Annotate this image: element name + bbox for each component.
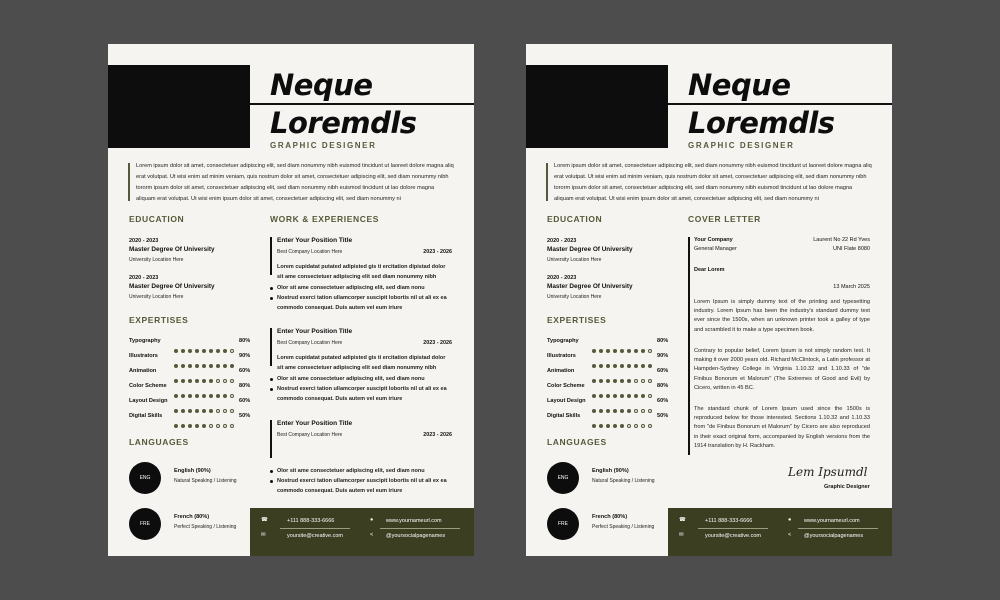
recipient-company: Your Company [694,237,733,243]
contact-footer [668,508,892,556]
job-bullet-text: Olor sit ame consectetuer adipiscing elit, sed diam nonu [277,468,425,474]
bullet-dot [270,470,273,473]
education-years: 2020 - 2023 [129,238,159,244]
bullet-dot [270,297,273,300]
job-bullet-text: Nostrud exerci tation ullamcorper suscipit lobortis nil ut ali ex ea commodo consequat. Duis autem vel eum iriure [277,386,447,402]
phone-icon: ☎ [261,517,268,523]
job-role: GRAPHIC DESIGNER [270,141,377,150]
education-years: 2020 - 2023 [129,275,159,281]
footer-website[interactable]: www.yournameurl.com [804,518,860,524]
job-years: 2023 - 2026 [423,340,452,346]
skill-name: Typography [129,338,161,344]
recipient-address-line: Laurent No 22 Rd Yves [813,237,870,243]
rating-dot [195,424,199,428]
skill-percent: 90% [657,353,669,359]
language-level: Natural Speaking / Listening [174,478,237,484]
education-location: University Location Here [129,257,184,263]
rating-dot [223,424,227,428]
header-divider [250,103,474,105]
job-years: 2023 - 2026 [423,249,452,255]
rating-dot [606,424,610,428]
globe-icon: ● [370,517,374,523]
job-bullet-text: Nostrud exerci tation ullamcorper suscipit lobortis nil ut ali ex ea commodo consequat. Duis autem vel eum iriure [277,478,447,494]
skill-rating [592,415,655,433]
rating-dot [592,424,596,428]
skill-percent: 90% [239,353,251,359]
skill-name: Digital Skills [129,413,163,419]
bullet-dot [270,378,273,381]
rating-dot [174,424,178,428]
first-name: Neque [270,68,373,102]
job-accent-bar [270,420,272,458]
education-years: 2020 - 2023 [547,275,577,281]
signer-role: Graphic Designer [824,484,870,490]
letter-paragraph: Contrary to popular belief, Lorem Ipsum is not simply random text. It making it over 2000 years old. Richard McClintock, a Latin professor at Hampden-Sydney College in Virginia 1.10.32 and 1.10.33 of "de Finibus Bonorum et Malorum" (The Extremes of Good and Evil) by Cicero, written in 45 BC. [694,348,870,391]
profile-summary: Lorem ipsum dolor sit amet, consectetuer adipiscing elit, sed diam nonummy nibh euismod tincidunt ut laoreet dolore magna aliq erat volutpat. Ut wisi enim ad minim veniam, quis nostrum dolor sit amet, consectetuer adipiscing elit, sed diam nonummy nibh tororm ipsum dolor sit amet, consectetuer adipiscing elit, sed diam nonummy nibh euismod tincidunt ut lao dolore magna aliquam erat volutpat. Ut wisi enim ipsum dolor sit amet, consectetuer adipiscing elit, sed diam nonummy ni [136,163,454,202]
mail-icon: ✉ [261,532,266,538]
cover-letter-page [526,44,892,556]
contact-footer [250,508,474,556]
language-name: English (90%) [174,468,211,474]
letter-salutation: Dear Lorem [694,267,725,273]
language-badge: FRE [547,508,579,540]
education-heading: EDUCATION [547,214,603,224]
education-location: University Location Here [129,294,184,300]
skill-row [129,398,259,408]
bullet-dot [270,287,273,290]
share-icon: < [370,532,374,538]
letter-paragraph: Lorem Ipsum is simply dummy text of the printing and typesetting industry. Lorem Ipsum has been the industry's standard dummy text ever since the 1500s, when an unknown printer took a galley of type and scrambled it to make a type specimen book. [694,299,870,333]
bullet-dot [270,388,273,391]
footer-email[interactable]: yoursite@creative.com [705,533,762,539]
resume-page [108,44,474,556]
job-role: GRAPHIC DESIGNER [688,141,795,150]
phone-icon: ☎ [679,517,686,523]
language-badge: ENG [547,462,579,494]
first-name: Neque [688,68,791,102]
last-name: Loremdls [270,106,417,140]
expertises-heading: EXPERTISES [547,315,607,325]
skill-row [547,338,677,348]
bullet-dot [270,480,273,483]
skill-percent: 80% [239,383,251,389]
footer-divider [698,528,768,529]
job-accent-bar [270,237,272,275]
skill-name: Illustrators [129,353,158,359]
education-location: University Location Here [547,257,602,263]
job-description: Lorem cupidatat putated adipisted gis ti ercitation dipistad dolor sit ame consectetuer adipiscing elit sed diam nonummy nibh [277,264,446,280]
skill-row [129,383,259,393]
skill-name: Animation [547,368,575,374]
job-bullet [277,284,452,294]
skill-name: Layout Design [547,398,586,404]
rating-dot [620,424,624,428]
skill-percent: 80% [657,338,669,344]
education-location: University Location Here [547,294,602,300]
footer-social[interactable]: @yoursocialpagenames [386,533,446,539]
skill-percent: 60% [657,398,669,404]
skill-name: Illustrators [547,353,576,359]
last-name: Loremdls [688,106,835,140]
rating-dot [648,424,652,428]
skill-row [129,413,259,423]
job-bullet-text: Olor sit ame consectetuer adipiscing elit, sed diam nonu [277,285,425,291]
education-degree: Master Degree Of University [129,246,215,253]
rating-dot [216,424,220,428]
language-name: French (80%) [174,514,210,520]
footer-website[interactable]: www.yournameurl.com [386,518,442,524]
recipient-address-line: UNI Flate 8080 [833,246,870,252]
job-bullet [277,467,452,477]
work-heading: WORK & EXPERIENCES [270,214,380,224]
footer-divider [280,528,350,529]
language-level: Perfect Speaking / Listening [592,524,655,530]
skill-percent: 80% [239,338,251,344]
skill-percent: 80% [657,383,669,389]
rating-dot [209,424,213,428]
language-level: Natural Speaking / Listening [592,478,655,484]
signature: Lem Ipsumdl [788,465,868,479]
footer-phone[interactable]: +111 888-333-6666 [705,518,753,524]
letter-paragraph: The standard chunk of Lorem Ipsum used since the 1500s is reproduced below for those interested. Sections 1.10.32 and 1.10.33 from "de Finibus Bonorum et Malorum" by Cicero are also reproduced in their exact original form, accompanied by English versions from the 1914 translation by H. Rackham. [694,406,870,449]
footer-social[interactable]: @yoursocialpagenames [804,533,864,539]
header-photo-block [526,65,668,148]
footer-divider [380,528,460,529]
job-title: Enter Your Position Title [277,237,353,244]
skill-percent: 50% [657,413,669,419]
job-company: Best Company Location Here [277,432,343,438]
footer-phone[interactable]: +111 888-333-6666 [287,518,335,524]
rating-dot [599,424,603,428]
expertises-heading: EXPERTISES [129,315,189,325]
rating-dot [634,424,638,428]
job-title: Enter Your Position Title [277,420,353,427]
skill-percent: 60% [239,368,251,374]
summary-accent-bar [128,163,130,201]
recipient-role: General Manager [694,246,737,252]
skill-row [547,413,677,423]
skill-name: Layout Design [129,398,168,404]
rating-dot [181,424,185,428]
education-degree: Master Degree Of University [547,283,633,290]
job-entry [270,420,452,500]
job-description: Lorem cupidatat putated adipisted gis ti ercitation dipistad dolor sit ame consectetuer adipiscing elit sed diam nonummy nibh [277,355,446,371]
rating-dot [613,424,617,428]
skill-percent: 50% [239,413,251,419]
skill-name: Digital Skills [547,413,581,419]
languages-heading: LANGUAGES [129,437,189,447]
skill-row [129,353,259,363]
footer-email[interactable]: yoursite@creative.com [287,533,344,539]
skill-percent: 60% [239,398,251,404]
rating-dot [641,424,645,428]
education-heading: EDUCATION [129,214,185,224]
education-years: 2020 - 2023 [547,238,577,244]
skill-name: Color Scheme [129,383,167,389]
mail-icon: ✉ [679,532,684,538]
language-name: English (90%) [592,468,629,474]
job-years: 2023 - 2026 [423,432,452,438]
skill-rating [174,415,237,433]
education-degree: Master Degree Of University [129,283,215,290]
share-icon: < [788,532,792,538]
footer-divider [798,528,878,529]
job-entry [270,328,452,408]
profile-summary: Lorem ipsum dolor sit amet, consectetuer adipiscing elit, sed diam nonummy nibh euismod tincidunt ut laoreet dolore magna aliq erat volutpat. Ut wisi enim ad minim veniam, quis nostrum dolor sit amet, consectetuer adipiscing elit, sed diam nonummy nibh tororm ipsum dolor sit amet, consectetuer adipiscing elit, sed diam nonummy nibh euismod tincidunt ut lao dolore magna aliquam erat volutpat. Ut wisi enim ipsum dolor sit amet, consectetuer adipiscing elit, sed diam nonummy ni [554,163,872,202]
job-bullet-text: Olor sit ame consectetuer adipiscing elit, sed diam nonu [277,376,425,382]
skill-row [547,398,677,408]
job-title: Enter Your Position Title [277,328,353,335]
language-badge: FRE [129,508,161,540]
skill-percent: 60% [657,368,669,374]
rating-dot [188,424,192,428]
skill-name: Color Scheme [547,383,585,389]
rating-dot [627,424,631,428]
cover-letter-rule [688,237,690,455]
cover-letter-heading: COVER LETTER [688,214,761,224]
skill-row [129,368,259,378]
job-company: Best Company Location Here [277,249,343,255]
skill-row [547,383,677,393]
languages-heading: LANGUAGES [547,437,607,447]
summary-accent-bar [546,163,548,201]
job-bullet [277,477,452,496]
language-level: Perfect Speaking / Listening [174,524,237,530]
rating-dot [202,424,206,428]
language-badge: ENG [129,462,161,494]
job-bullet-text: Nostrud exerci tation ullamcorper suscipit lobortis nil ut ali ex ea commodo consequat. Duis autem vel eum iriure [277,295,447,311]
job-company: Best Company Location Here [277,340,343,346]
language-name: French (80%) [592,514,628,520]
job-entry [270,237,452,317]
skill-row [547,353,677,363]
education-degree: Master Degree Of University [547,246,633,253]
globe-icon: ● [788,517,792,523]
header-divider [668,103,892,105]
job-bullet [277,385,452,404]
rating-dot [230,424,234,428]
skill-row [547,368,677,378]
skill-name: Typography [547,338,579,344]
job-accent-bar [270,328,272,366]
letter-date: 13 March 2025 [833,284,870,290]
skill-row [129,338,259,348]
job-bullet [277,375,452,385]
job-bullet [277,294,452,313]
header-photo-block [108,65,250,148]
skill-name: Animation [129,368,157,374]
